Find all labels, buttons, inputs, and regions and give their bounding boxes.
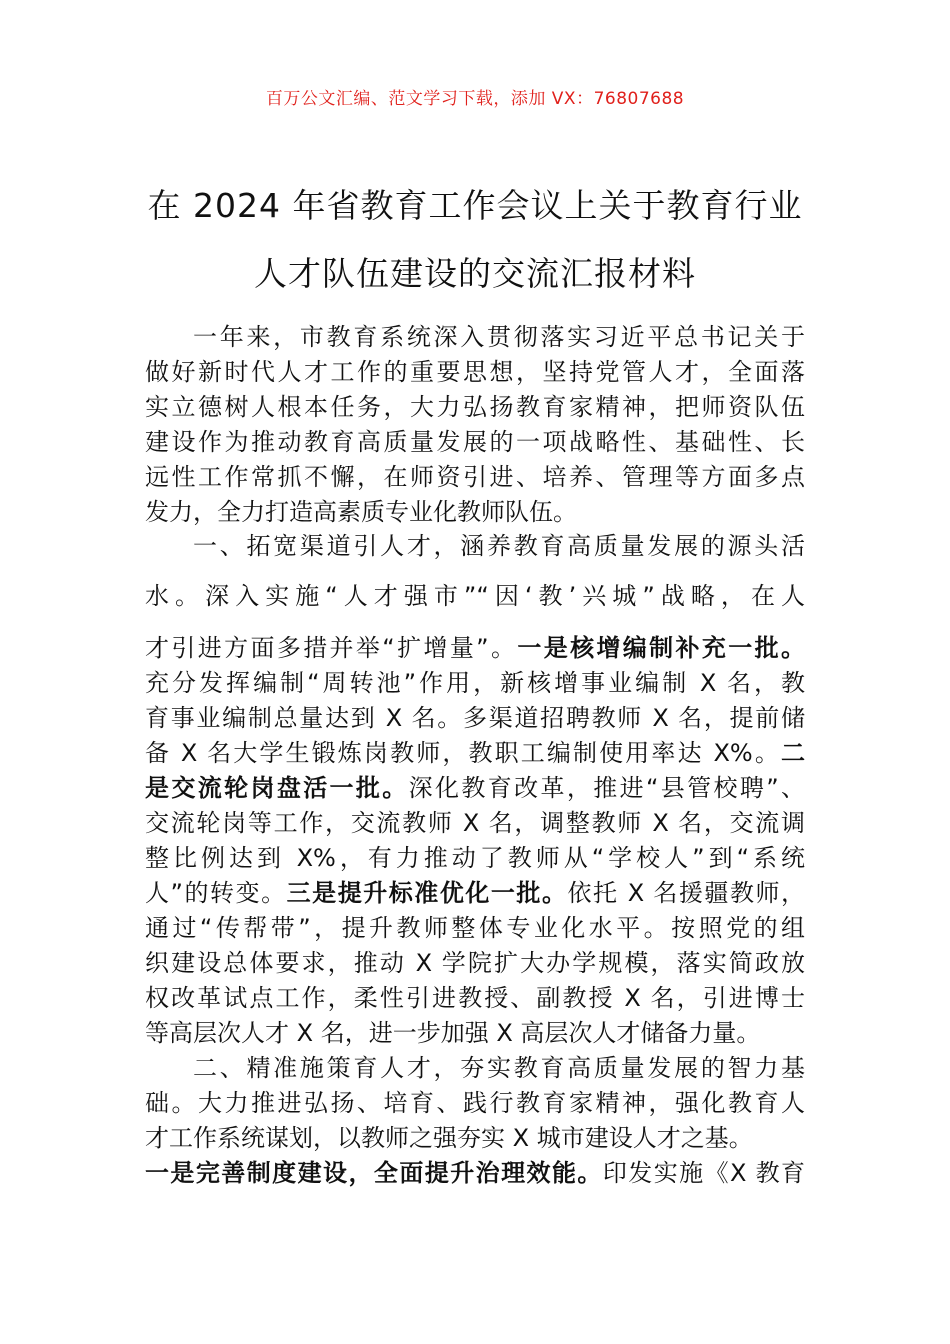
body-line <box>145 663 805 703</box>
text-segment: 整比例达到 X%，有力推动了教师从“学校人”到“系统 <box>145 844 805 872</box>
body-line <box>145 352 805 392</box>
text-segment: 人”的转变。 <box>145 879 287 907</box>
text-segment: 印发实施《X 教育 <box>602 1159 805 1187</box>
body-line <box>145 838 805 878</box>
body-line <box>145 422 805 462</box>
text-segment: 通过“传帮带”，提升教师整体专业化水平。按照党的组 <box>145 914 805 942</box>
body-line <box>145 628 805 668</box>
text-segment: 础。大力推进弘扬、培育、践行教育家精神，强化教育人 <box>145 1089 805 1117</box>
watermark-header: 百万公文汇编、范文学习下载，添加 VX：76807688 <box>265 89 685 109</box>
text-segment: 发力，全力打造高素质专业化教师队伍。 <box>145 498 577 526</box>
text-segment: 依托 X 名援疆教师， <box>567 879 805 907</box>
body-line <box>145 526 805 566</box>
bold-segment: 是交流轮岗盘活一批。 <box>145 774 409 802</box>
text-segment: 交流轮岗等工作，交流教师 X 名，调整教师 X 名，交流调 <box>145 809 805 837</box>
text-segment: 做好新时代人才工作的重要思想，坚持党管人才，全面落 <box>145 358 805 386</box>
body-line <box>145 768 805 808</box>
bold-segment: 一是完善制度建设，全面提升治理效能。 <box>145 1159 603 1187</box>
text-segment: 才工作系统谋划，以教师之强夯实 X 城市建设人才之基。 <box>145 1124 753 1152</box>
body-line <box>145 978 805 1018</box>
text-segment: 深化教育改革，推进“县管校聘”、 <box>408 774 805 802</box>
body-line <box>145 1153 805 1193</box>
text-segment: 等高层次人才 X 名，进一步加强 X 高层次人才储备力量。 <box>145 1019 761 1047</box>
body-line <box>145 908 805 948</box>
body-line <box>145 576 805 616</box>
bold-segment: 二 <box>781 739 805 767</box>
title-line-2: 人才队伍建设的交流汇报材料 <box>254 254 696 293</box>
body-line <box>145 387 805 427</box>
body-line <box>145 698 805 738</box>
title-line-1: 在 2024 年省教育工作会议上关于教育行业 <box>147 186 803 225</box>
body-line <box>145 457 805 497</box>
body-line <box>145 733 805 773</box>
bold-segment: 三是提升标准优化一批。 <box>286 879 568 907</box>
body-line <box>145 803 805 843</box>
text-segment: 实立德树人根本任务，大力弘扬教育家精神，把师资队伍 <box>145 393 805 421</box>
text-segment: 一年来，市教育系统深入贯彻落实习近平总书记关于 <box>193 323 805 351</box>
text-segment: 建设作为推动教育高质量发展的一项战略性、基础性、长 <box>145 428 805 456</box>
text-segment: 织建设总体要求，推动 X 学院扩大办学规模，落实简政放 <box>145 949 805 977</box>
text-segment: 水。深入实施“人才强市”“因‘教’兴城”战略，在人 <box>145 582 805 610</box>
body-line <box>145 1013 805 1053</box>
text-segment: 权改革试点工作，柔性引进教授、副教授 X 名，引进博士 <box>145 984 805 1012</box>
text-segment: 才引进方面多措并举“扩增量”。 <box>145 634 518 662</box>
bold-segment: 一是核增编制补充一批。 <box>517 634 805 662</box>
body-line <box>145 1083 805 1123</box>
text-segment: 备 X 名大学生锻炼岗教师，教职工编制使用率达 X%。 <box>145 739 781 767</box>
body-line <box>145 1048 805 1088</box>
body-line <box>145 943 805 983</box>
text-segment: 充分发挥编制“周转池”作用，新核增事业编制 X 名，教 <box>145 669 805 697</box>
text-segment: 一、拓宽渠道引人才，涵养教育高质量发展的源头活 <box>193 532 805 560</box>
text-segment: 远性工作常抓不懈，在师资引进、培养、管理等方面多点 <box>145 463 805 491</box>
body-line <box>145 1118 805 1158</box>
text-segment: 二、精准施策育人才，夯实教育高质量发展的智力基 <box>193 1054 805 1082</box>
body-line <box>145 873 805 913</box>
text-segment: 育事业编制总量达到 X 名。多渠道招聘教师 X 名，提前储 <box>145 704 805 732</box>
body-line <box>145 317 805 357</box>
